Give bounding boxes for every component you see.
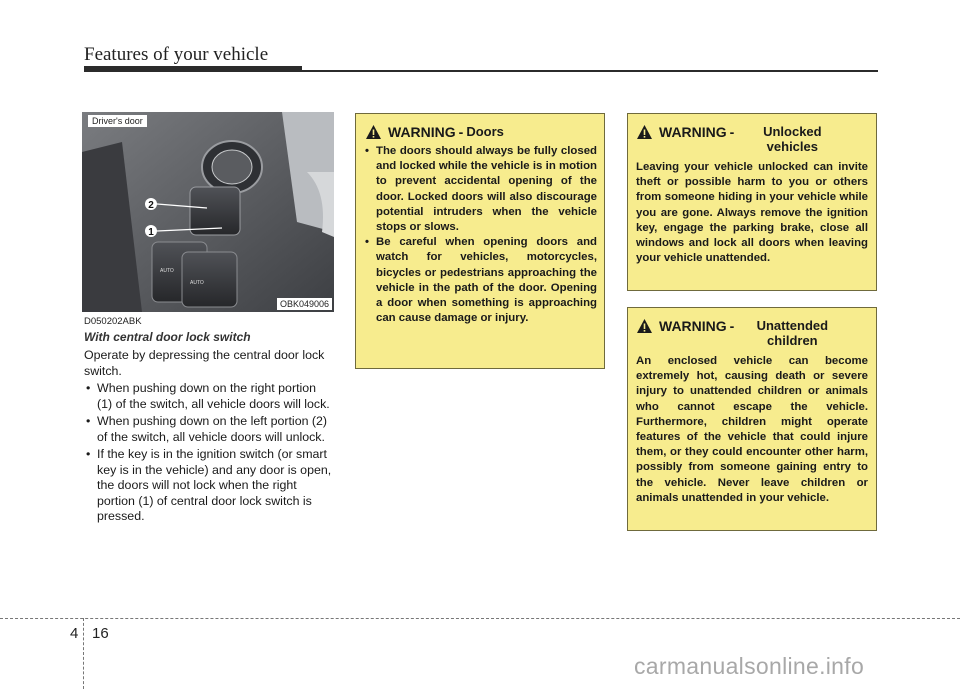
door-panel-illustration [82,112,334,312]
page-number: 16 [92,625,109,642]
warning-heading [636,124,868,154]
warning-label: WARNING [659,124,727,140]
bullet-item: • When pushing down on the left portion (2) of the switch, all vehicle doors will unlock. [86,414,328,444]
warning-triangle-icon [365,124,382,140]
bullet-list [84,381,334,525]
header-rule [84,70,878,72]
intro-paragraph: Operate by depressing the central door lock switch. [84,348,325,378]
warning-box-unattended-children [627,307,877,531]
callout-1-label: 1 [148,227,154,238]
warning-box-doors [355,113,605,369]
section-body [84,348,334,527]
auto-label-2: AUTO [190,280,204,286]
watermark: carmanualsonline.info [634,653,865,679]
section-heading: With central door lock switch [84,330,251,344]
warning-text: An enclosed vehicle can become extremely hot, causing death or severe injury to unattended children or animals who cannot escape the vehicle. Furthermore, children might operate features of the vehicle that could injure them, or they could encounter other harm, possibly from someone gaining entry to the vehicle. Never leave children or animals unattended in your vehicle. [636,355,868,504]
warning-bullet: • Be careful when opening doors and watch for vehicles, motorcycles, bicycles or pedestrians approaching the vehicle in the path of the door. Opening a door when something is approaching can cause damage or injury. [365,236,597,325]
auto-label-1: AUTO [160,268,174,274]
page-header-title: Features of your vehicle [84,44,269,65]
bullet-item: • If the key is in the ignition switch (or smart key is in the vehicle) and any door is open, the doors will not lock when the right portion (1) of central door lock switch is pressed. [86,447,332,523]
warning-topic: Unlocked vehicles [763,124,822,154]
photo-caption: Driver's door [88,115,147,127]
callout-2-label: 2 [148,200,154,211]
doc-code: D050202ABK [84,316,142,327]
warning-dash: - [729,318,735,334]
photo-code: OBK049006 [277,298,332,310]
warning-label: WARNING [388,124,456,140]
warning-heading [636,318,868,348]
bullet-item: • When pushing down on the right portion (1) of the switch, all vehicle doors will lock. [86,381,330,411]
warning-heading [365,124,597,140]
footer-divider [83,618,84,689]
warning-bullets [365,144,597,326]
warning-box-unlocked-vehicles [627,113,877,291]
chapter-number: 4 [70,625,79,642]
footer-rule [0,618,960,619]
warning-dash: - [458,124,464,140]
warning-topic: Doors [466,124,504,139]
warning-topic: Unattended children [756,318,829,348]
warning-dash: - [729,124,735,140]
warning-bullet: • The doors should always be fully closed and locked while the vehicle is in motion to prevent accidental opening of the door. Locked doors will also discourage potential intruders when the vehicle stops or slows. [365,145,597,234]
door-switch-photo [82,112,334,312]
warning-text: Leaving your vehicle unlocked can invite theft or possible harm to you or others from someone hiding in your vehicle while you are gone. Always remove the ignition key, engage the parking brake, close all windows and lock all doors when leaving your vehicle unattended. [636,161,868,265]
warning-triangle-icon [636,318,653,334]
warning-triangle-icon [636,124,653,140]
warning-label: WARNING [659,318,727,334]
